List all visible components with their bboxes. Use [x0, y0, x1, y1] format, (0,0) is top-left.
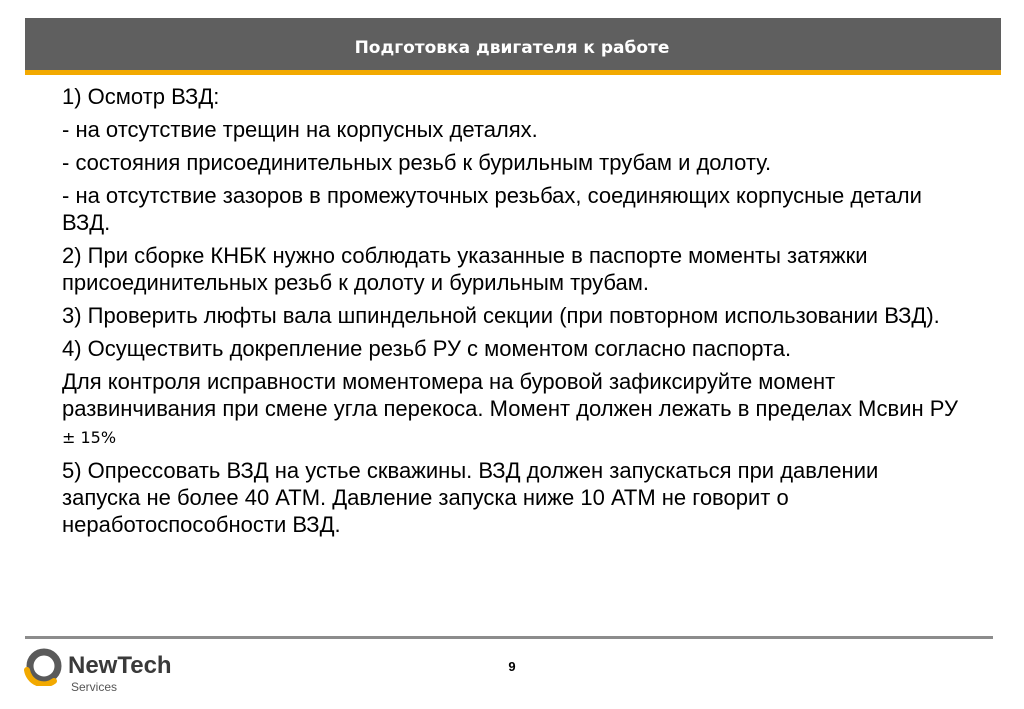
logo-name: NewTech: [68, 652, 172, 679]
torque-control-note: [62, 368, 962, 451]
item-1-point-cracks: - на отсутствие трещин на корпусных деталях.: [62, 117, 538, 142]
item-1-heading: 1) Осмотр ВЗД:: [62, 84, 220, 109]
page-number: 9: [508, 659, 516, 674]
item-4-tightening: 4) Осуществить докрепление резьб РУ с моментом согласно паспорта.: [62, 336, 792, 361]
newtech-logo: [24, 646, 194, 702]
tolerance-value: ± 15%: [62, 428, 117, 447]
slide-content: [62, 83, 962, 544]
logo-subtitle: Services: [71, 680, 118, 694]
item-5-pressure-test: 5) Опрессовать ВЗД на устье скважины. ВЗД должен запускаться при давлении запуска не более 40 АТМ. Давление запуска ниже 10 АТМ не говорит о неработоспособности ВЗД.: [62, 458, 879, 537]
title-accent-line: [25, 70, 1001, 75]
slide-title: Подготовка двигателя к работе: [354, 38, 670, 58]
newtech-logo-icon: [24, 646, 64, 686]
torque-control-text: Для контроля исправности моментомера на буровой зафиксируйте момент развинчивания при смене угла перекоса. Момент должен лежать в пределах Мсвин РУ: [62, 369, 958, 421]
item-1-point-threads: - состояния присоединительных резьб к бурильным трубам и долоту.: [62, 150, 772, 175]
item-3-spindle-play: 3) Проверить люфты вала шпиндельной секции (при повторном использовании ВЗД).: [62, 303, 940, 328]
footer-divider: [25, 636, 993, 639]
item-2-assembly: 2) При сборке КНБК нужно соблюдать указанные в паспорте моменты затяжки присоединительных резьб к долоту и бурильным трубам.: [62, 243, 868, 295]
item-1-point-gaps: - на отсутствие зазоров в промежуточных резьбах, соединяющих корпусные детали ВЗД.: [62, 183, 922, 235]
